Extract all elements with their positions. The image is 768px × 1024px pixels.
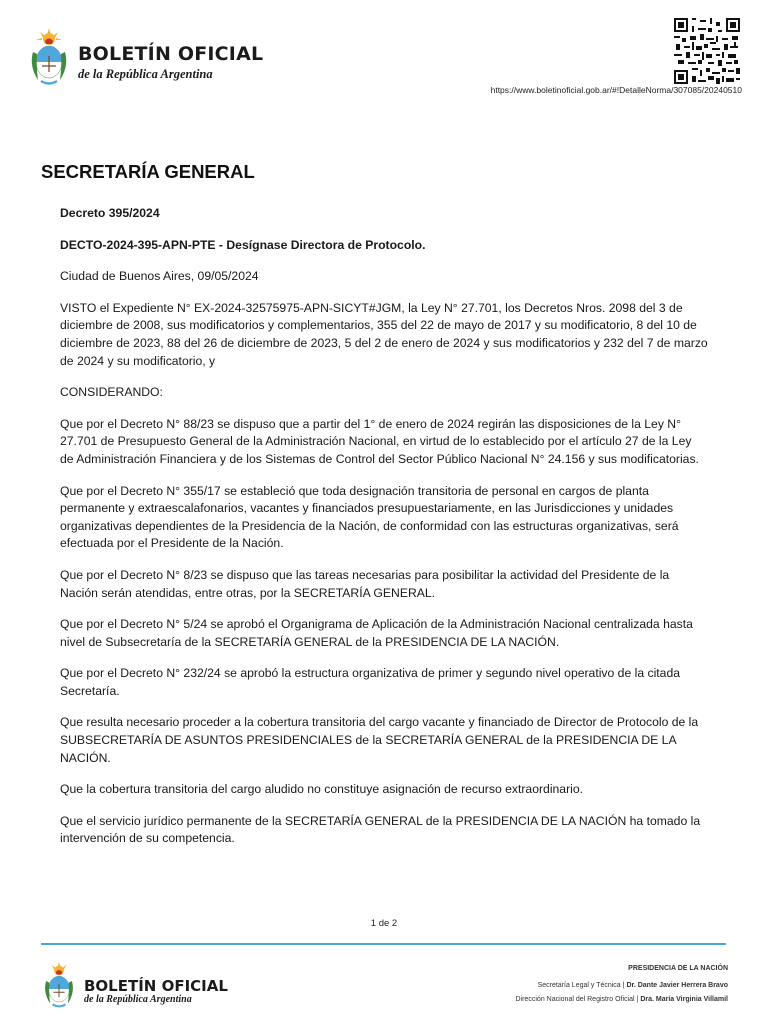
paragraph: Que resulta necesario proceder a la cobertura transitoria del cargo vacante y financiado de Director de Protocolo de la SUBSECRETARÍA DE ASUNTOS PRESIDENCIALES de la SECRETARÍA GENERAL de la PRESIDENCIA DE LA NACIÓN.	[60, 715, 699, 765]
decree-number: Decreto 395/2024	[60, 206, 160, 220]
document-url[interactable]: https://www.boletinoficial.gob.ar/#!DetalleNorma/307085/20240510	[490, 85, 742, 95]
document-body	[60, 205, 708, 862]
paragraph-visto: VISTO el Expediente N° EX-2024-32575975-APN-SICYT#JGM, la Ley N° 27.701, los Decretos Nros. 2098 del 3 de diciembre de 2008, sus modificatorios y complementarios, 355 del 22 de mayo de 2017 y su modificatorio, 8 del 10 de diciembre de 2023, 88 del 26 de diciembre de 2023, 5 del 2 de enero de 2024 y sus modificatorios y 232 del 7 de marzo de 2024 y su modificatorio, y	[60, 300, 708, 368]
paragraph: Que el servicio jurídico permanente de la SECRETARÍA GENERAL de la PRESIDENCIA DE LA NACIÓN ha tomado la intervención de su competencia.	[60, 813, 701, 846]
coat-of-arms-logo	[26, 26, 72, 88]
footer-line-direccion	[516, 996, 728, 1003]
paragraph: Que la cobertura transitoria del cargo aludido no constituye asignación de recurso extraordinario.	[60, 782, 584, 797]
footer-line2-name: Dra. María Virginia Villamil	[640, 996, 728, 1003]
footer-separator: |	[622, 982, 625, 989]
paragraph-city-date: Ciudad de Buenos Aires, 09/05/2024	[60, 269, 259, 284]
paragraph: Que por el Decreto N° 5/24 se aprobó el Organigrama de Aplicación de la Administración Nacional centralizada hasta nivel de Subsecretaría de la SECRETARÍA GENERAL de la PRESIDENCIA DE LA NACIÓN.	[60, 617, 693, 649]
section-title: SECRETARÍA GENERAL	[41, 161, 255, 182]
paragraph: Que por el Decreto N° 232/24 se aprobó la estructura organizativa de primer y segundo nivel operativo de la citada Secretaría.	[60, 666, 681, 698]
page-number: 1 de 2	[370, 918, 398, 929]
brand-title: BOLETÍN OFICIAL	[78, 43, 264, 65]
footer-presidency: PRESIDENCIA DE LA NACIÓN	[628, 965, 728, 972]
footer-separator: |	[636, 996, 639, 1003]
footer-coat-of-arms-logo	[40, 960, 78, 1010]
footer-divider	[41, 943, 726, 945]
footer-line-secretaria	[538, 982, 728, 989]
paragraph: Que por el Decreto N° 8/23 se dispuso que las tareas necesarias para posibilitar la actividad del Presidente de la Nación serán atendidas, entre otras, por la SECRETARÍA GENERAL.	[60, 567, 670, 600]
paragraph-considerando: CONSIDERANDO:	[60, 385, 163, 400]
footer-brand-subtitle: de la República Argentina	[84, 994, 192, 1005]
brand-subtitle: de la República Argentina	[78, 67, 213, 81]
footer-line2-label: Dirección Nacional del Registro Oficial	[515, 996, 635, 1003]
footer-line1-label: Secretaría Legal y Técnica	[537, 982, 621, 989]
qr-code	[674, 18, 740, 84]
footer-line1-name: Dr. Dante Javier Herrera Bravo	[626, 982, 728, 989]
paragraph: Que por el Decreto N° 88/23 se dispuso que a partir del 1° de enero de 2024 regirán las disposiciones de la Ley N° 27.701 de Presupuesto General de la Administración Nacional, en virtud de lo establecido por el artículo 27 de la Ley de Administración Financiera y de los Sistemas de Control del Sector Público Nacional N° 24.156 y sus modificatorias.	[60, 416, 699, 466]
decree-title: DECTO-2024-395-APN-PTE - Desígnase Directora de Protocolo.	[60, 237, 426, 252]
footer-brand-title: BOLETÍN OFICIAL	[84, 977, 228, 995]
paragraph: Que por el Decreto N° 355/17 se estableció que toda designación transitoria de personal en cargos de planta permanente y extraescalafonarios, vacantes y financiados presupuestariamente, en las Jurisdicciones y unidades organizativas dependientes de la Presidencia de la Nación, de conformidad con las estructuras organizativas, será efectuada por el Presidente de la Nación.	[60, 483, 679, 551]
